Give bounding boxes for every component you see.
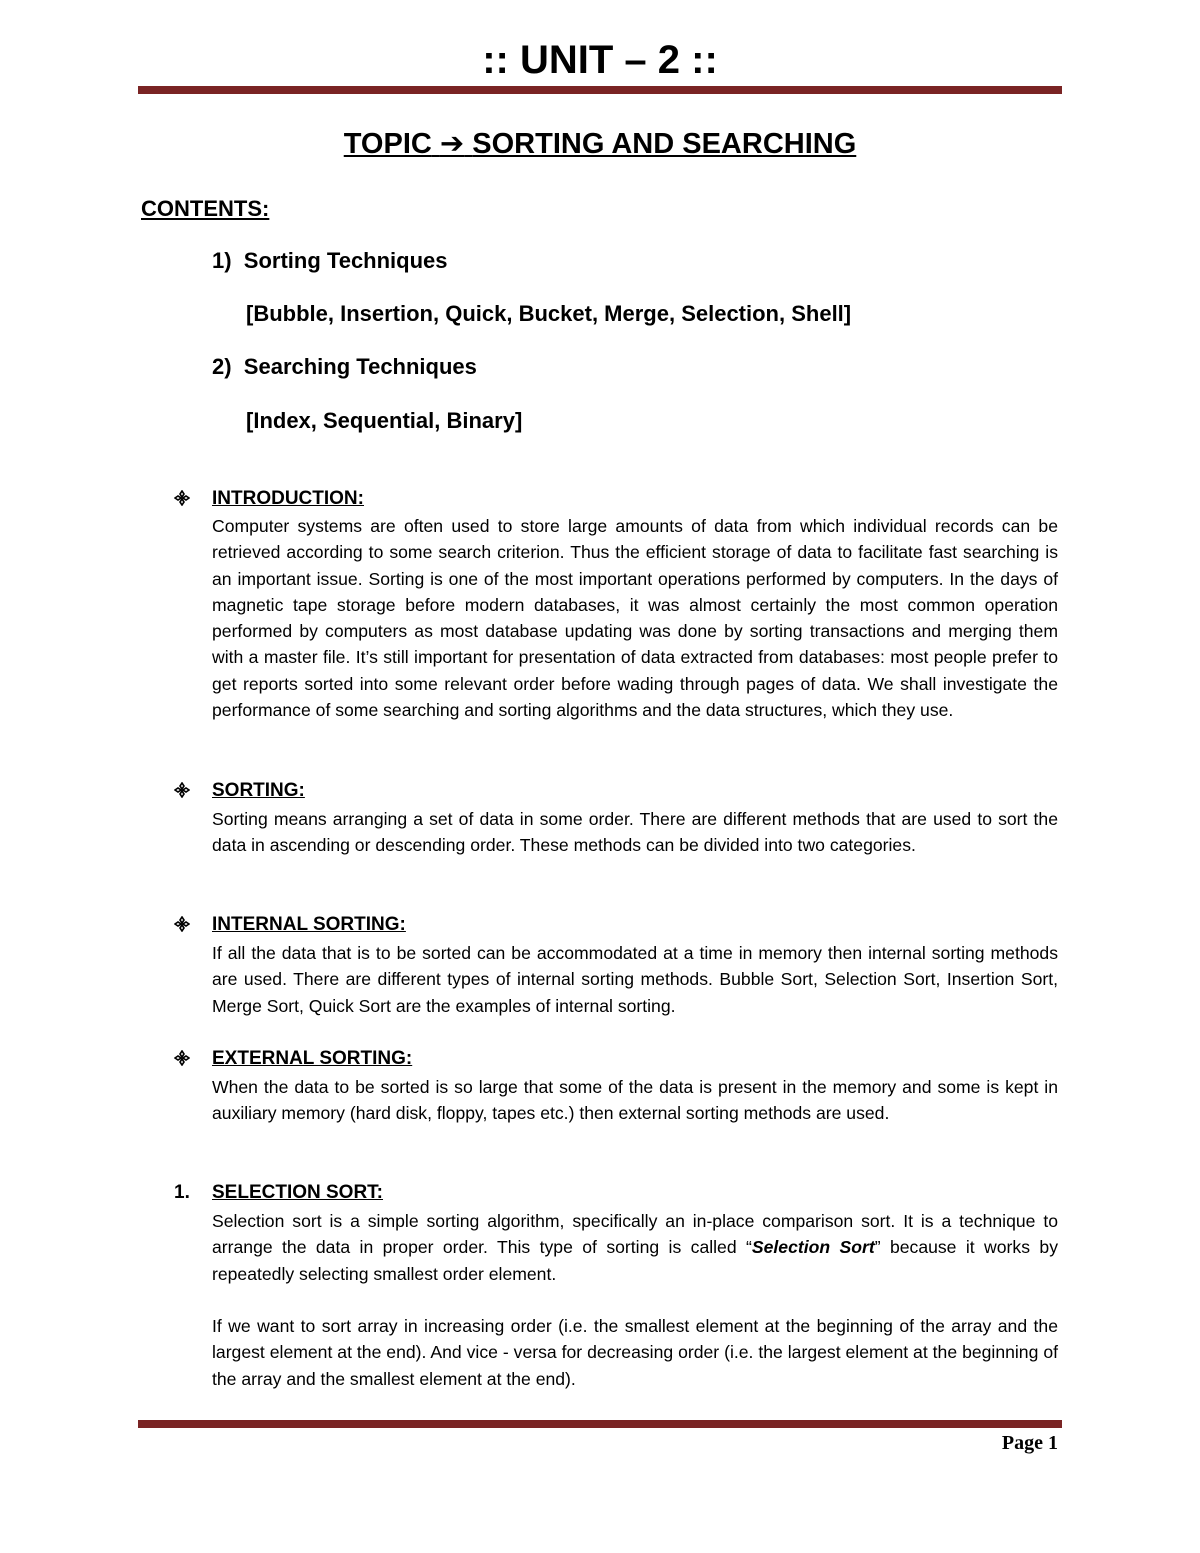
sorting-heading: SORTING: [174,778,305,804]
page-number: Page 1 [1001,1432,1058,1454]
contents-label: CONTENTS: [141,196,270,221]
introduction-heading: INTRODUCTION: [174,486,364,512]
toc-sub-searching: [Index, Sequential, Binary] [246,408,523,433]
introduction-text: Computer systems are often used to store large amounts of data from which individual records can be retrieved according to some search criterion. Thus the efficient storage of data to facilitate fast searching is an important issue. Sorting is one of the most important operations performed by computers. In the days of magnetic tape storage before modern databases, it was almost certainly the most common operation performed by computers as most database updating was done by sorting transactions and merging them with a master file. It’s still important for presentation of data extracted from databases: most people prefer to get reports sorted into some relevant order before wading through pages of data. We shall investigate the performance of some searching and sorting algorithms and the data structures, which they use. [212,516,1058,721]
four-diamond-bullet-icon [174,916,190,932]
internal-sorting-text: If all the data that is to be sorted can be accommodated at a time in memory then internal sorting methods are used. There are different types of internal sorting methods. Bubble Sort, Selection Sort, Insertion Sort, Merge Sort, Quick Sort are the examples of internal sorting. [212,943,1058,1016]
toc-item-sorting [212,246,448,276]
selection-sort-text: Selection sort is a simple sorting algorithm, specifically an in-place comparison sort. It is a technique to arrange the data in proper order. This type of sorting is called “Selection Sort” because it works by repeatedly selecting smallest order element. [212,1211,1058,1284]
selection-sort-text-2: If we want to sort array in increasing order (i.e. the smallest element at the beginning of the array and the largest element at the end). And vice - versa for decreasing order (i.e. the largest element at the beginning of the array and the smallest element at the end). [212,1316,1058,1389]
toc-item-title: Sorting Techniques [243,248,448,273]
external-sorting-heading: EXTERNAL SORTING: [174,1046,412,1072]
four-diamond-bullet-icon [174,1050,190,1066]
toc-item-searching [212,352,477,382]
four-diamond-bullet-icon [174,490,190,506]
header-divider [138,86,1062,94]
topic-title: SORTING AND SEARCHING [472,128,857,160]
toc-item-number: 2) [212,354,232,379]
toc-sub-sorting: [Bubble, Insertion, Quick, Bucket, Merge, Selection, Shell] [246,301,852,326]
toc-item-number: 1) [212,248,232,273]
sorting-text: Sorting means arranging a set of data in some order. There are different methods that are used to sort the data in ascending or descending order. These methods can be divided into two categories. [212,809,1058,856]
unit-title: :: UNIT – 2 :: [482,38,718,82]
external-sorting-text: When the data to be sorted is so large that some of the data is present in the memory and some is kept in auxiliary memory (hard disk, floppy, tapes etc.) then external sorting methods are used. [212,1077,1058,1124]
toc-item-title: Searching Techniques [243,354,477,379]
topic-heading [0,126,1200,162]
section-number: 1. [174,1182,190,1203]
topic-prefix: TOPIC [343,128,432,160]
right-arrow-icon: ➔ [439,128,465,160]
internal-sorting-heading: INTERNAL SORTING: [174,912,406,938]
selection-sort-heading: 1. SELECTION SORT: [174,1180,383,1206]
four-diamond-bullet-icon [174,782,190,798]
selection-sort-emphasis: Selection Sort [751,1237,875,1258]
footer-divider [138,1420,1062,1428]
